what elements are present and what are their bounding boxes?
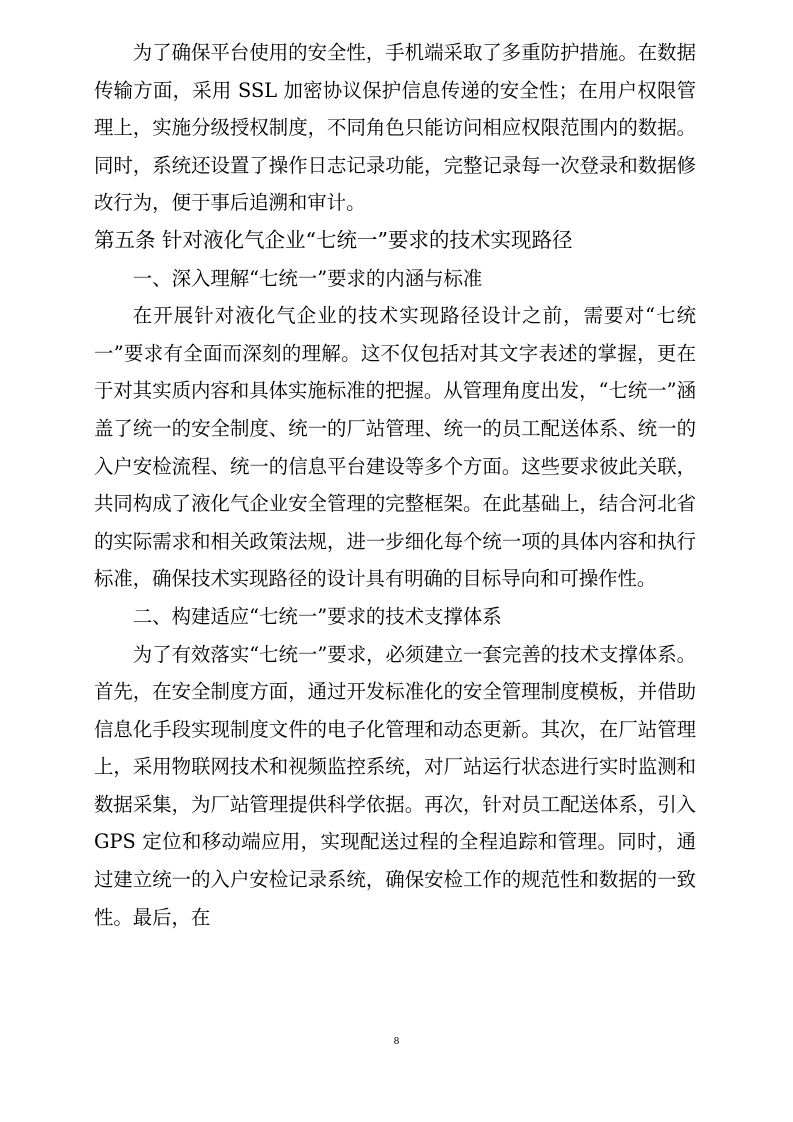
subsection-2-body: 为了有效落实“七统一”要求，必须建立一套完善的技术支撑体系。首先，在安全制度方面，通过开发标准化的安全管理制度模板，并借助信息化手段实现制度文件的电子化管理和动态更新。其次，在厂站管理上，采用物联网技术和视频监控系统，对厂站运行状态进行实时监测和数据采集，为厂站管理提供科学依据。再次，针对员工配送体系，引入 GPS 定位和移动端应用，实现配送过程的全程追踪和管理。同时，通过建立统一的入户安检记录系统，确保安检工作的规范性和数据的一致性。最后，在 — [94, 642, 696, 929]
document-page — [94, 34, 696, 936]
subsection-1-body: 在开展针对液化气企业的技术实现路径设计之前，需要对“七统一”要求有全面而深刻的理解。这不仅包括对其文字表述的掌握，更在于对其实质内容和具体实施标准的把握。从管理角度出发，“七统一”涵盖了统一的安全制度、统一的厂站管理、统一的员工配送体系、统一的入户安检流程、统一的信息平台建设等多个方面。这些要求彼此关联，共同构成了液化气企业安全管理的完整框架。在此基础上，结合河北省的实际需求和相关政策法规，进一步细化每个统一项的具体内容和执行标准，确保技术实现路径的设计具有明确的目标导向和可操作性。 — [94, 304, 696, 591]
section-title: 第五条 针对液化气企业“七统一”要求的技术实现路径 — [94, 227, 573, 252]
subsection-2-title: 二、构建适应“七统一”要求的技术支撑体系 — [132, 604, 502, 628]
page-number: 8 — [393, 1035, 400, 1047]
subsection-1-title: 一、深入理解“七统一”要求的内涵与标准 — [132, 266, 483, 290]
intro-paragraph: 为了确保平台使用的安全性，手机端采取了多重防护措施。在数据传输方面，采用 SSL 加密协议保护信息传递的安全性；在用户权限管理上，实施分级授权制度，不同角色只能访问相应权限范围内的数据。同时，系统还设置了操作日志记录功能，完整记录每一次登录和数据修改行为，便于事后追溯和审计。 — [94, 41, 696, 215]
